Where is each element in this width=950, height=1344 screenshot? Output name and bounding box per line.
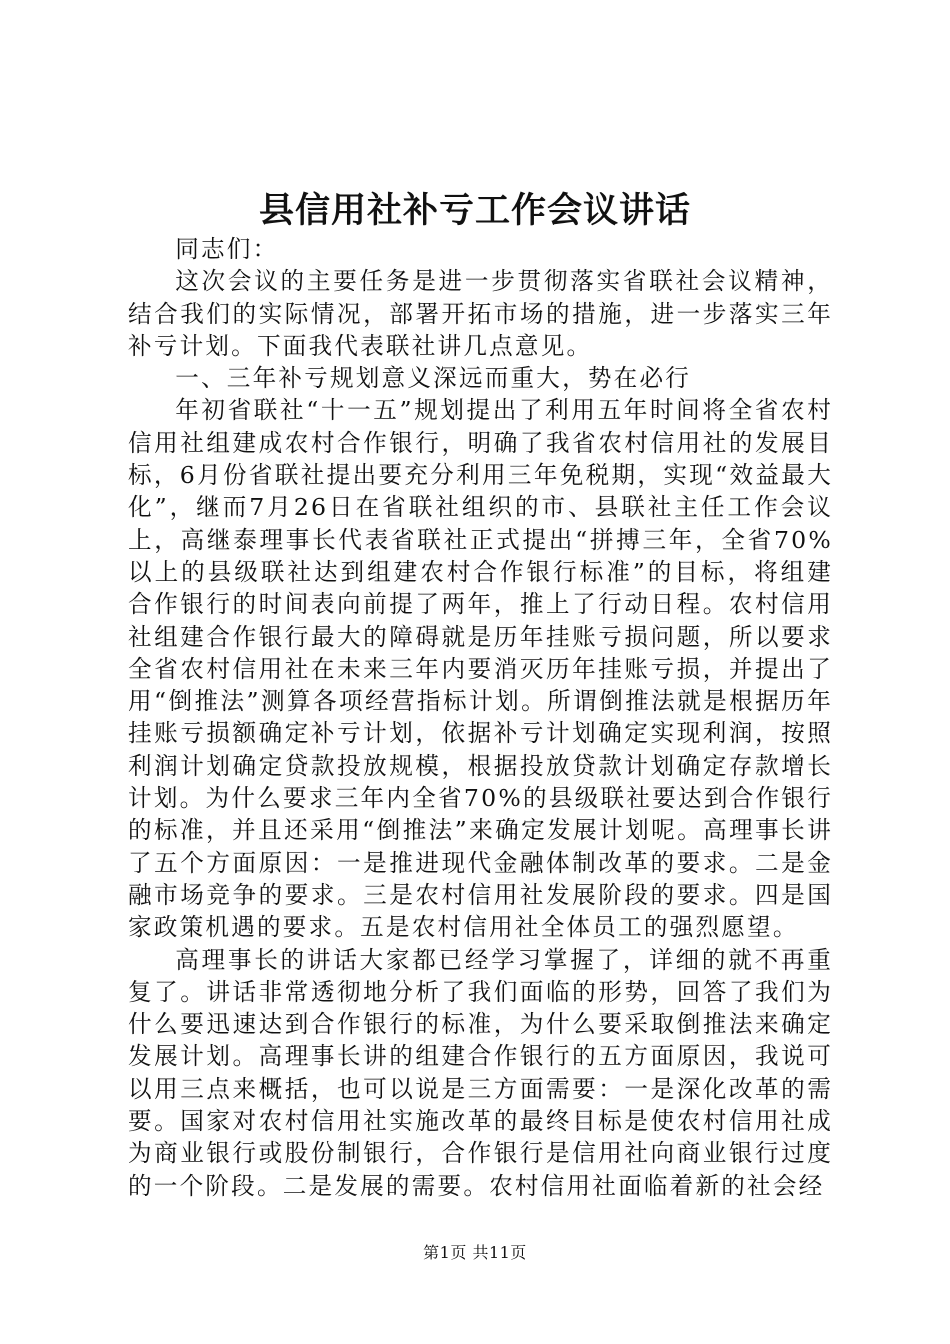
body-paragraph: 高理事长的讲话大家都已经学习掌握了，详细的就不再重复了。讲话非常透彻地分析了我们面临的形势，回答了我们为什么要迅速达到合作银行的标准，为什么要采取倒推法来确定发展计划。高理事长讲的组建合作银行的五方面原因，我说可以用三点来概括，也可以说是三方面需要：一是深化改革的需要。国家对农村信用社实施改革的最终目标是使农村信用社成为商业银行或股份制银行，合作银行是信用社向商业银行过度的一个阶段。二是发展的需要。农村信用社面临着新的社会经 bbox=[128, 945, 833, 1200]
body-paragraph: 年初省联社“十一五”规划提出了利用五年时间将全省农村信用社组建成农村合作银行，明确了我省农村信用社的发展目标，6月份省联社提出要充分利用三年免税期，实现“效益最大化”，继而7月26日在省联社组织的市、县联社主任工作会议上，高继泰理事长代表省联社正式提出“拼搏三年，全省70%以上的县级联社达到组建农村合作银行标准”的目标，将组建合作银行的时间表向前提了两年，推上了行动日程。农村信用社组建合作银行最大的障碍就是历年挂账亏损问题，所以要求全省农村信用社在未来三年内要消灭历年挂账亏损，并提出了用“倒推法”测算各项经营指标计划。所谓倒推法就是根据历年挂账亏损额确定补亏计划，依据补亏计划确定实现利润，按照利润计划确定贷款投放规模，根据投放贷款计划确定存款增长计划。为什么要求三年内全省70%的县级联社要达到合作银行的标准，并且还采用“倒推法”来确定发展计划呢。高理事长讲了五个方面原因：一是推进现代金融体制改革的要求。二是金融市场竞争的要求。三是农村信用社发展阶段的要求。四是国家政策机遇的要求。五是农村信用社全体员工的强烈愿望。 bbox=[128, 396, 833, 942]
salutation-paragraph: 同志们： bbox=[175, 235, 279, 263]
document-body bbox=[128, 233, 833, 1202]
document-title: 县信用社补亏工作会议讲话 bbox=[258, 190, 691, 231]
intro-paragraph: 这次会议的主要任务是进一步贯彻落实省联社会议精神，结合我们的实际情况，部署开拓市场的措施，进一步落实三年补亏计划。下面我代表联社讲几点意见。 bbox=[128, 267, 833, 360]
section-heading: 一、三年补亏规划意义深远而重大，势在必行 bbox=[175, 364, 692, 393]
page-footer: 第1页 共11页 bbox=[423, 1243, 527, 1262]
